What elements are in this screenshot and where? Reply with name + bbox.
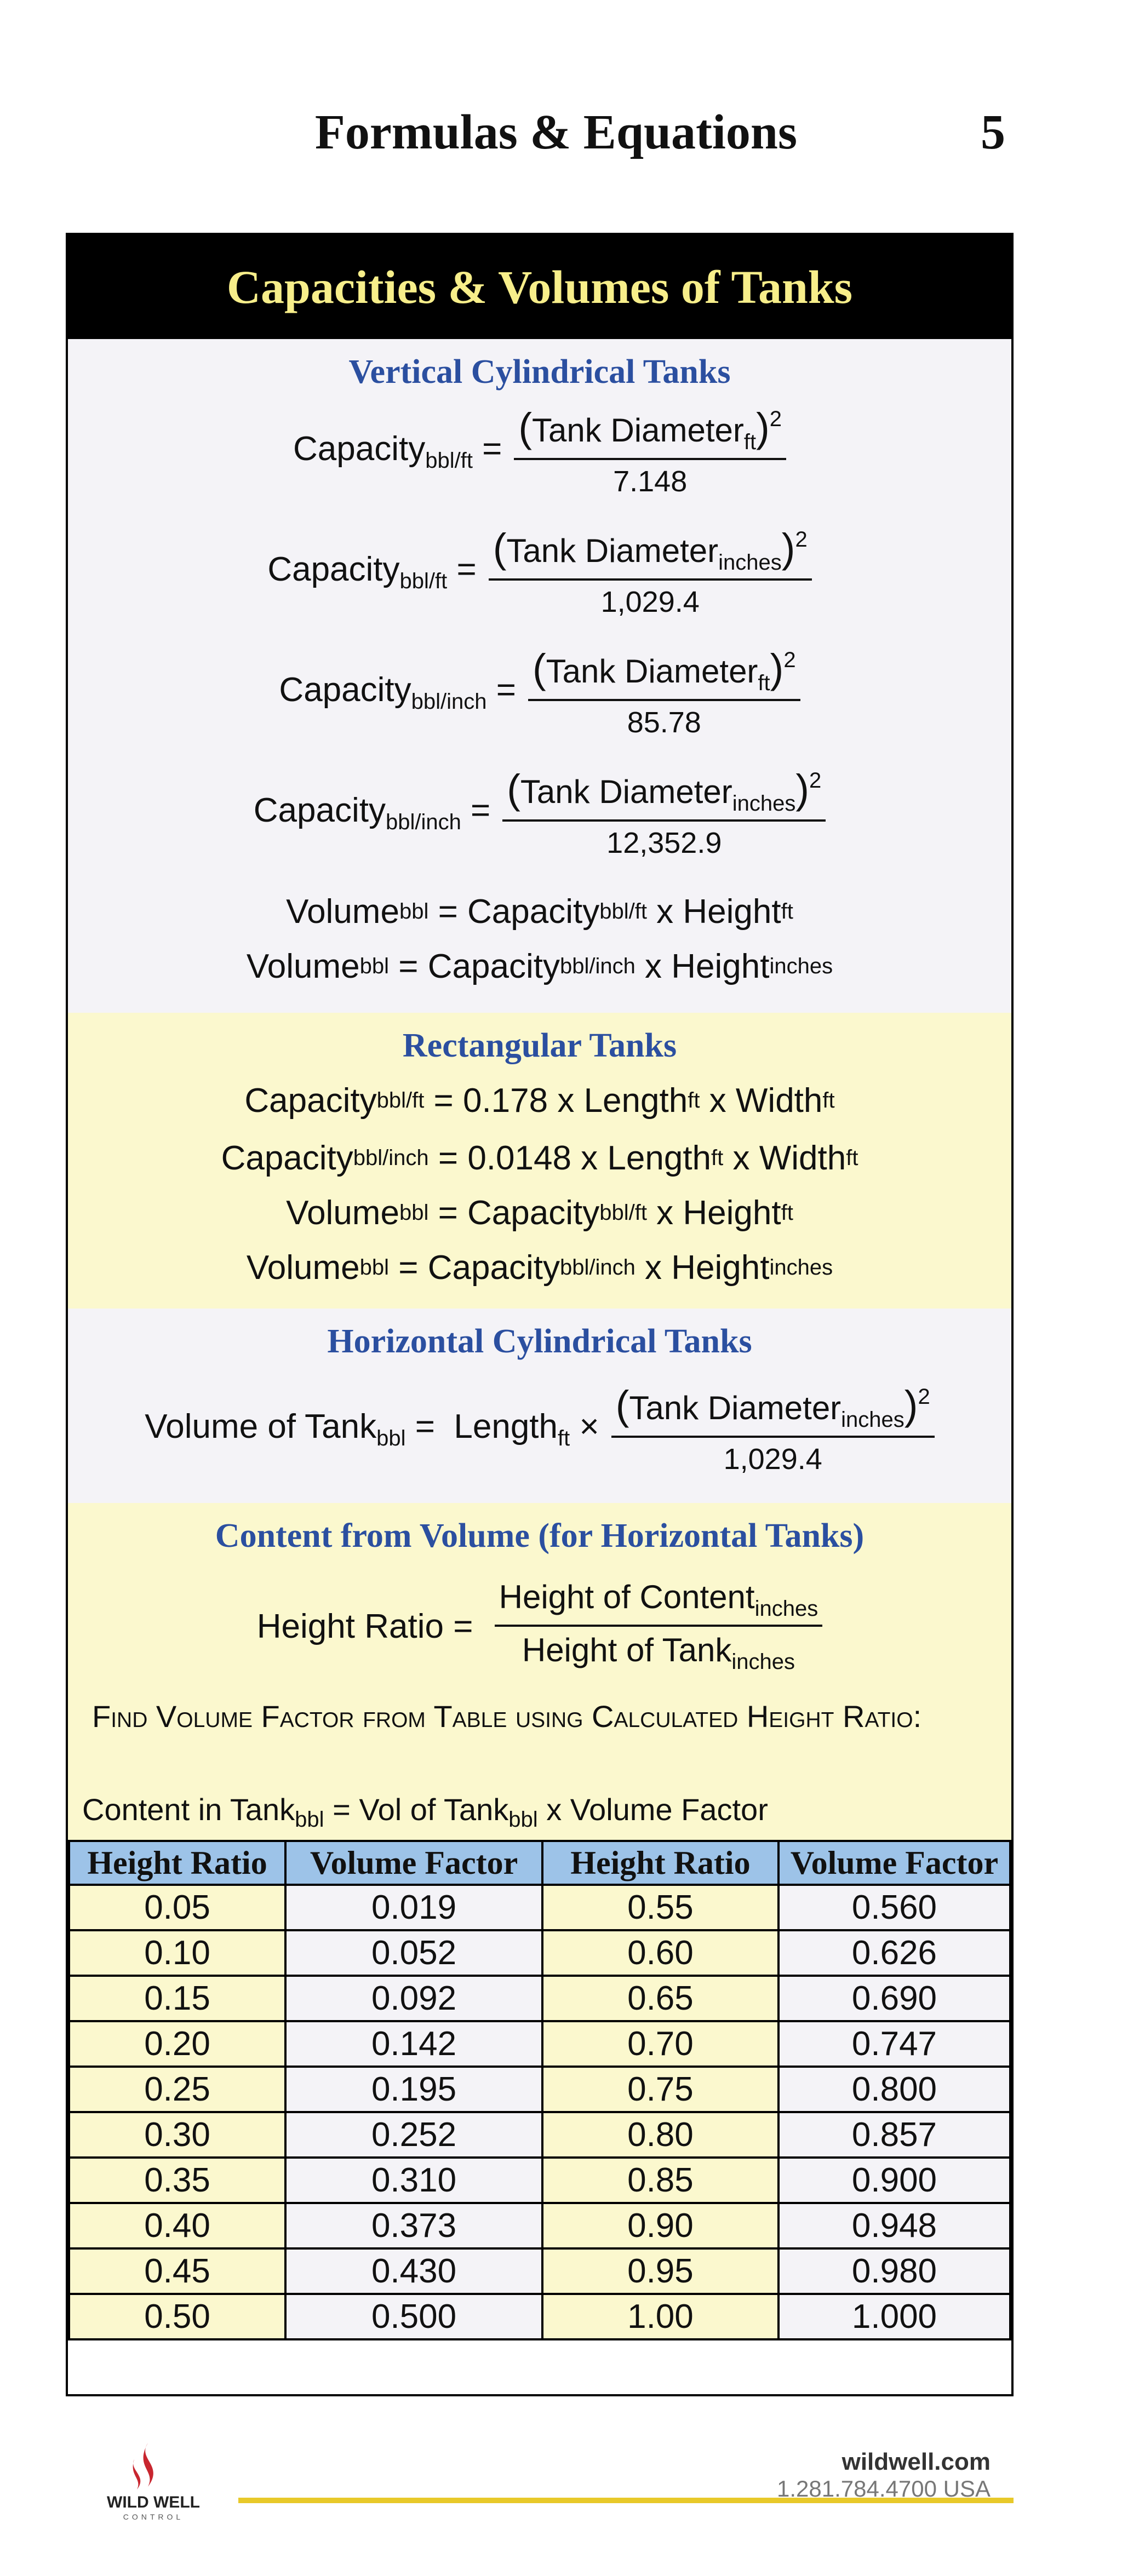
- svg-text:WILD WELL: WILD WELL: [107, 2493, 200, 2511]
- table-row: [69, 1976, 1010, 2021]
- table-cell: 0.019: [285, 1885, 542, 1930]
- table-cell: 0.70: [542, 2021, 778, 2067]
- rectangular-tanks-section: [68, 1013, 1011, 1311]
- header-height-ratio-2: Height Ratio: [542, 1841, 778, 1885]
- horizontal-tanks-section: [68, 1309, 1011, 1505]
- table-row: [69, 2203, 1010, 2248]
- table-cell: 0.980: [778, 2248, 1010, 2294]
- table-cell: 0.50: [69, 2294, 285, 2339]
- table-cell: 1.00: [542, 2294, 778, 2339]
- table-row: [69, 2248, 1010, 2294]
- table-cell: 0.430: [285, 2248, 542, 2294]
- section-title-vertical: Vertical Cylindrical Tanks: [348, 353, 731, 391]
- section-title-horizontal: Horizontal Cylindrical Tanks: [327, 1323, 752, 1360]
- table-cell: 0.30: [69, 2112, 285, 2158]
- table-cell: 0.80: [542, 2112, 778, 2158]
- table-row: [69, 1885, 1010, 1930]
- content-from-volume-section: [68, 1503, 1011, 1842]
- table-cell: 0.857: [778, 2112, 1010, 2158]
- table-row: [69, 2294, 1010, 2339]
- formula-rect-2: Capacity bbl/inch = 0.0148 x Length ft x Width ft: [221, 1139, 858, 1177]
- formula-height-ratio: Height Ratio = $\frac{Height of Content_{inches}}{Height of Tank_{inches}}$: [68, 1580, 1011, 1673]
- table-cell: 0.55: [542, 1885, 778, 1930]
- page-number: 5: [981, 105, 1005, 159]
- formula-vertical-3: Capacity$_{bbl/inch}$ = $\frac{(Tank Diameter_{ft})^2}{85.78}$: [68, 646, 1011, 739]
- table-cell: 0.900: [778, 2158, 1010, 2203]
- table-row: [69, 2112, 1010, 2158]
- volume-factor-table: [68, 1840, 1011, 2340]
- table-cell: 0.75: [542, 2067, 778, 2112]
- table-row: [69, 2021, 1010, 2067]
- table-cell: 0.252: [285, 2112, 542, 2158]
- section-title-rectangular: Rectangular Tanks: [402, 1027, 677, 1064]
- table-cell: 0.25: [69, 2067, 285, 2112]
- table-cell: 0.20: [69, 2021, 285, 2067]
- formula-vertical-2: Capacity$_{bbl/ft}$ = $\frac{(Tank Diameter_{inches})^2}{1,029.4}$: [68, 525, 1011, 618]
- tank-formulas-card: [66, 233, 1014, 2396]
- footer-phone: 1.281.784.4700 USA: [777, 2476, 991, 2502]
- table-cell: 0.45: [69, 2248, 285, 2294]
- table-cell: 0.10: [69, 1930, 285, 1976]
- table-cell: 0.95: [542, 2248, 778, 2294]
- table-cell: 0.65: [542, 1976, 778, 2021]
- table-cell: 0.800: [778, 2067, 1010, 2112]
- vertical-tanks-section: [68, 339, 1011, 1015]
- table-cell: 0.142: [285, 2021, 542, 2067]
- table-cell: 0.310: [285, 2158, 542, 2203]
- header-volume-factor-1: Volume Factor: [285, 1841, 542, 1885]
- header-volume-factor-2: Volume Factor: [778, 1841, 1010, 1885]
- table-cell: 0.948: [778, 2203, 1010, 2248]
- table-cell: 0.052: [285, 1930, 542, 1976]
- page-title: Formulas & Equations: [314, 105, 797, 159]
- table-cell: 0.500: [285, 2294, 542, 2339]
- table-cell: 0.85: [542, 2158, 778, 2203]
- formula-horizontal: Volume of Tank$_{bbl}$ = Length$_{ft}$ × $\frac{(Tank Diameter_{inches})^2}{1,029.4}$: [68, 1380, 1011, 1478]
- table-row: [69, 2067, 1010, 2112]
- formula-rect-3: Volume bbl = Capacity bbl/ft x Height ft: [286, 1194, 793, 1232]
- table-cell: 1.000: [778, 2294, 1010, 2339]
- table-row: [69, 1930, 1010, 1976]
- formula-rect-1: Capacity bbl/ft = 0.178 x Length ft x Width ft: [244, 1081, 835, 1120]
- table-cell: 0.40: [69, 2203, 285, 2248]
- formula-rect-4: Volume bbl = Capacity bbl/inch x Height inches: [246, 1248, 833, 1287]
- table-cell: 0.35: [69, 2158, 285, 2203]
- table-cell: 0.373: [285, 2203, 542, 2248]
- footer-url[interactable]: wildwell.com: [842, 2448, 991, 2475]
- table-cell: 0.05: [69, 1885, 285, 1930]
- table-cell: 0.690: [778, 1976, 1010, 2021]
- table-cell: 0.747: [778, 2021, 1010, 2067]
- table-cell: 0.092: [285, 1976, 542, 2021]
- table-cell: 0.626: [778, 1930, 1010, 1976]
- table-cell: 0.15: [69, 1976, 285, 2021]
- table-header-row: [69, 1841, 1010, 1885]
- formula-vertical-1: Capacity$_{bbl/ft}$ = $\frac{(Tank Diameter_{ft})^2}{7.148}$: [68, 405, 1011, 498]
- banner: [68, 235, 1011, 339]
- formula-vertical-4: Capacity$_{bbl/inch}$ = $\frac{(Tank Diameter_{inches})^2}{12,352.9}$: [68, 766, 1011, 859]
- formula-vertical-volume-1: Volume bbl = Capacity bbl/ft x Height ft: [286, 892, 793, 931]
- table-row: [69, 2158, 1010, 2203]
- table-instruction: Find Volume Factor from Table using Calculated Height Ratio:: [92, 1699, 922, 1734]
- section-title-content: Content from Volume (for Horizontal Tanks): [215, 1517, 865, 1554]
- table-cell: 0.60: [542, 1930, 778, 1976]
- table-cell: 0.195: [285, 2067, 542, 2112]
- formula-vertical-volume-2: Volume bbl = Capacity bbl/inch x Height inches: [246, 947, 833, 985]
- svg-text:CONTROL: CONTROL: [123, 2512, 184, 2521]
- formula-content: Content in Tank$_{bbl}$ = Vol of Tank$_{bbl}$ x Volume Factor: [82, 1792, 768, 1832]
- table-cell: 0.560: [778, 1885, 1010, 1930]
- banner-title: Capacities & Volumes of Tanks: [226, 261, 853, 313]
- table-cell: 0.90: [542, 2203, 778, 2248]
- wild-well-logo: [82, 2437, 225, 2525]
- header-height-ratio-1: Height Ratio: [69, 1841, 285, 1885]
